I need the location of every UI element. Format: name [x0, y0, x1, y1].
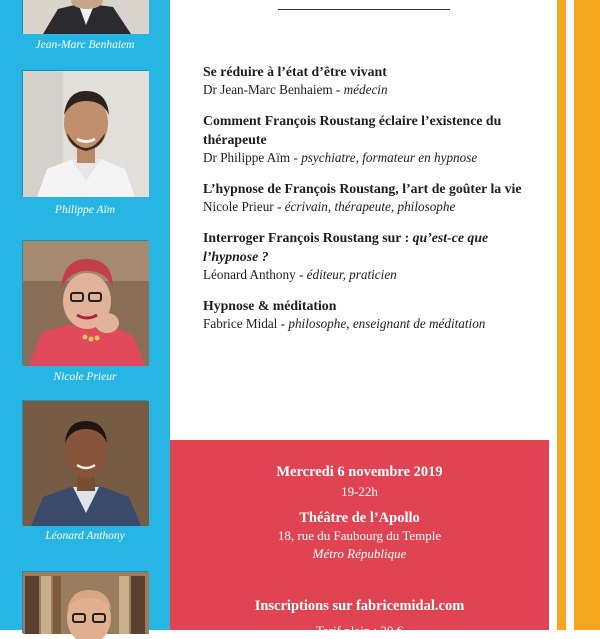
- separator: -: [273, 199, 285, 214]
- divider: [278, 9, 450, 10]
- speaker-photo-anthony: [22, 400, 148, 525]
- decorative-stripe: [574, 0, 600, 630]
- talk-title: [203, 228, 543, 266]
- talk-speaker: [203, 198, 543, 216]
- speaker-name: Fabrice Midal: [203, 316, 278, 331]
- speaker-name: Jean-Marc Benhaiem: [35, 39, 135, 51]
- talk-speaker: [203, 149, 543, 167]
- talk-item: [203, 62, 543, 99]
- speaker-name: Dr Jean-Marc Benhaiem: [203, 82, 333, 97]
- separator: -: [332, 82, 344, 97]
- talk-item: [203, 179, 543, 216]
- talk-speaker: [203, 81, 543, 99]
- event-time: 19-22h: [341, 484, 378, 499]
- talk-title: Comment François Roustang éclaire l’existence du thérapeute: [203, 113, 502, 147]
- talk-title: Hypnose & méditation: [203, 298, 337, 313]
- speaker-role: écrivain, thérapeute, philosophe: [284, 199, 456, 214]
- event-venue: Théâtre de l’Apollo: [299, 510, 420, 526]
- talk-item: [203, 111, 543, 167]
- talk-list: [203, 62, 543, 345]
- talk-speaker: [203, 266, 543, 284]
- talk-title: L’hypnose de François Roustang, l’art de goûter la vie: [203, 181, 522, 196]
- registration-link[interactable]: Inscriptions sur fabricemidal.com: [254, 598, 465, 614]
- speaker-role: éditeur, praticien: [306, 267, 397, 282]
- decorative-stripe: [557, 0, 566, 630]
- speaker-name: Dr Philippe Aïm: [203, 150, 291, 165]
- speaker-name: Nicole Prieur: [203, 199, 274, 214]
- talk-title-prefix: Interroger François Roustang sur :: [203, 230, 413, 245]
- speaker-name: Léonard Anthony: [45, 530, 125, 542]
- speaker-name: Léonard Anthony: [203, 267, 296, 282]
- event-date: Mercredi 6 novembre 2019: [276, 464, 443, 480]
- speaker-column: [0, 0, 170, 630]
- talk-item: [203, 228, 543, 284]
- speaker-photo-aim: [22, 70, 148, 196]
- event-panel: [170, 440, 549, 638]
- decorative-stripe: [549, 0, 557, 630]
- speaker-role: médecin: [343, 82, 388, 97]
- decorative-stripe: [566, 0, 574, 630]
- separator: -: [290, 150, 302, 165]
- speaker-photo-benhaiem: [22, 0, 148, 33]
- separator: -: [295, 267, 307, 282]
- talk-title: Se réduire à l’état d’être vivant: [203, 64, 387, 79]
- event-address: 18, rue du Faubourg du Temple: [277, 528, 442, 543]
- talk-title-italic: qu’est-ce que l’hypnose ?: [203, 230, 489, 264]
- speaker-role: philosophe, enseignant de méditation: [288, 316, 486, 331]
- talk-speaker: [203, 315, 543, 333]
- speaker-photo-midal: [22, 571, 148, 633]
- speaker-photo-prieur: [22, 240, 148, 365]
- event-price: Tarif plein : 20 €: [315, 623, 404, 638]
- speaker-name: Nicole Prieur: [53, 371, 117, 383]
- speaker-role: psychiatre, formateur en hypnose: [301, 150, 478, 165]
- event-metro: Métro République: [312, 546, 407, 561]
- separator: -: [277, 316, 289, 331]
- talk-item: [203, 296, 543, 333]
- speaker-name: Philippe Aïm: [54, 204, 116, 216]
